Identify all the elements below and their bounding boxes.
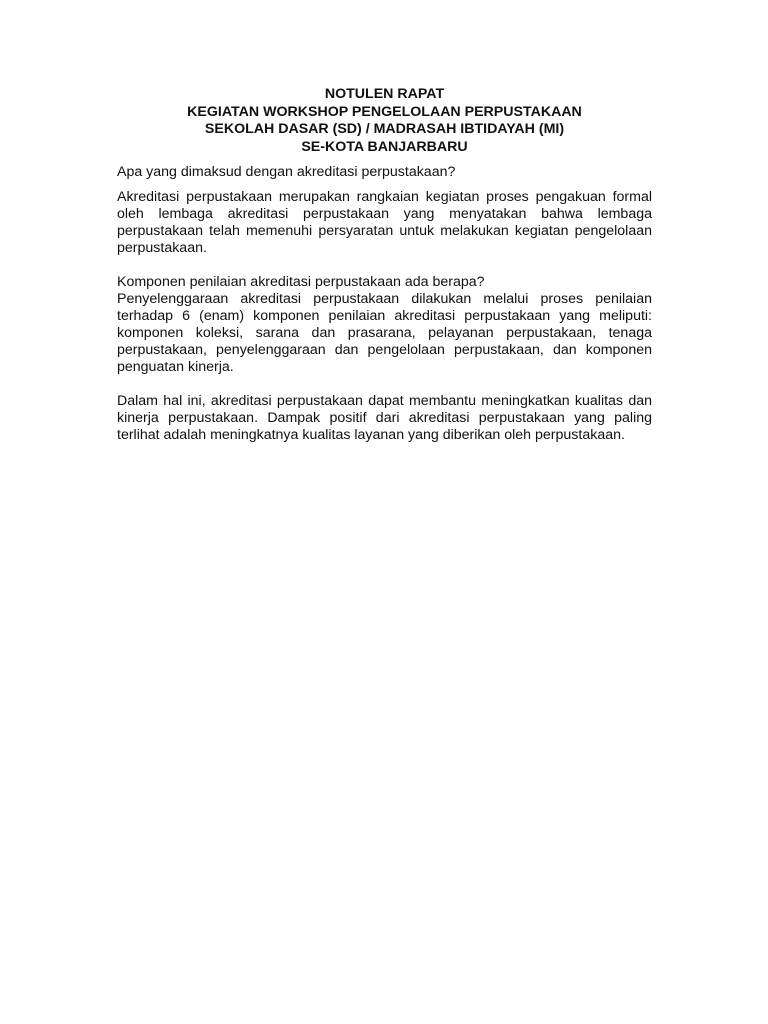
title-line: SEKOLAH DASAR (SD) / MADRASAH IBTIDAYAH (MI) (204, 121, 565, 138)
title-line: NOTULEN RAPAT (324, 86, 445, 102)
closing-paragraph: Dalam hal ini, akreditasi perpustakaan dapat membantu meningkatkan kualitas dan kinerja perpustakaan. Dampak positif dari akreditasi perpustakaan yang paling terlihat adalah meningkatnya kualitas layanan yang diberikan oleh perpustakaan. (117, 393, 652, 444)
question-1: Apa yang dimaksud dengan akreditasi perpustakaan? (117, 164, 456, 181)
document-title (117, 86, 652, 156)
document-body (117, 86, 652, 444)
paragraph-spacer (117, 257, 652, 274)
question-2: Komponen penilaian akreditasi perpustakaan ada berapa? (117, 274, 485, 291)
answer-1-paragraph: Akreditasi perpustakaan merupakan rangkaian kegiatan proses pengakuan formal oleh lembaga akreditasi perpustakaan yang menyatakan bahwa lembaga perpustakaan telah memenuhi persyaratan untuk melakukan kegiatan pengelolaan perpustakaan. (117, 189, 652, 257)
title-line: SE-KOTA BANJARBARU (301, 138, 468, 155)
title-line: KEGIATAN WORKSHOP PENGELOLAAN PERPUSTAKAAN (187, 103, 582, 120)
answer-2-paragraph: Penyelenggaraan akreditasi perpustakaan dilakukan melalui proses penilaian terhadap 6 (enam) komponen penilaian akreditasi perpustakaan yang meliputi: komponen koleksi, sarana dan prasarana, pelayanan perpustakaan, tenaga perpustakaan, penyelenggaraan dan pengelolaan perpustakaan, dan komponen penguatan kinerja. (117, 291, 652, 376)
paragraph-spacer (117, 376, 652, 393)
